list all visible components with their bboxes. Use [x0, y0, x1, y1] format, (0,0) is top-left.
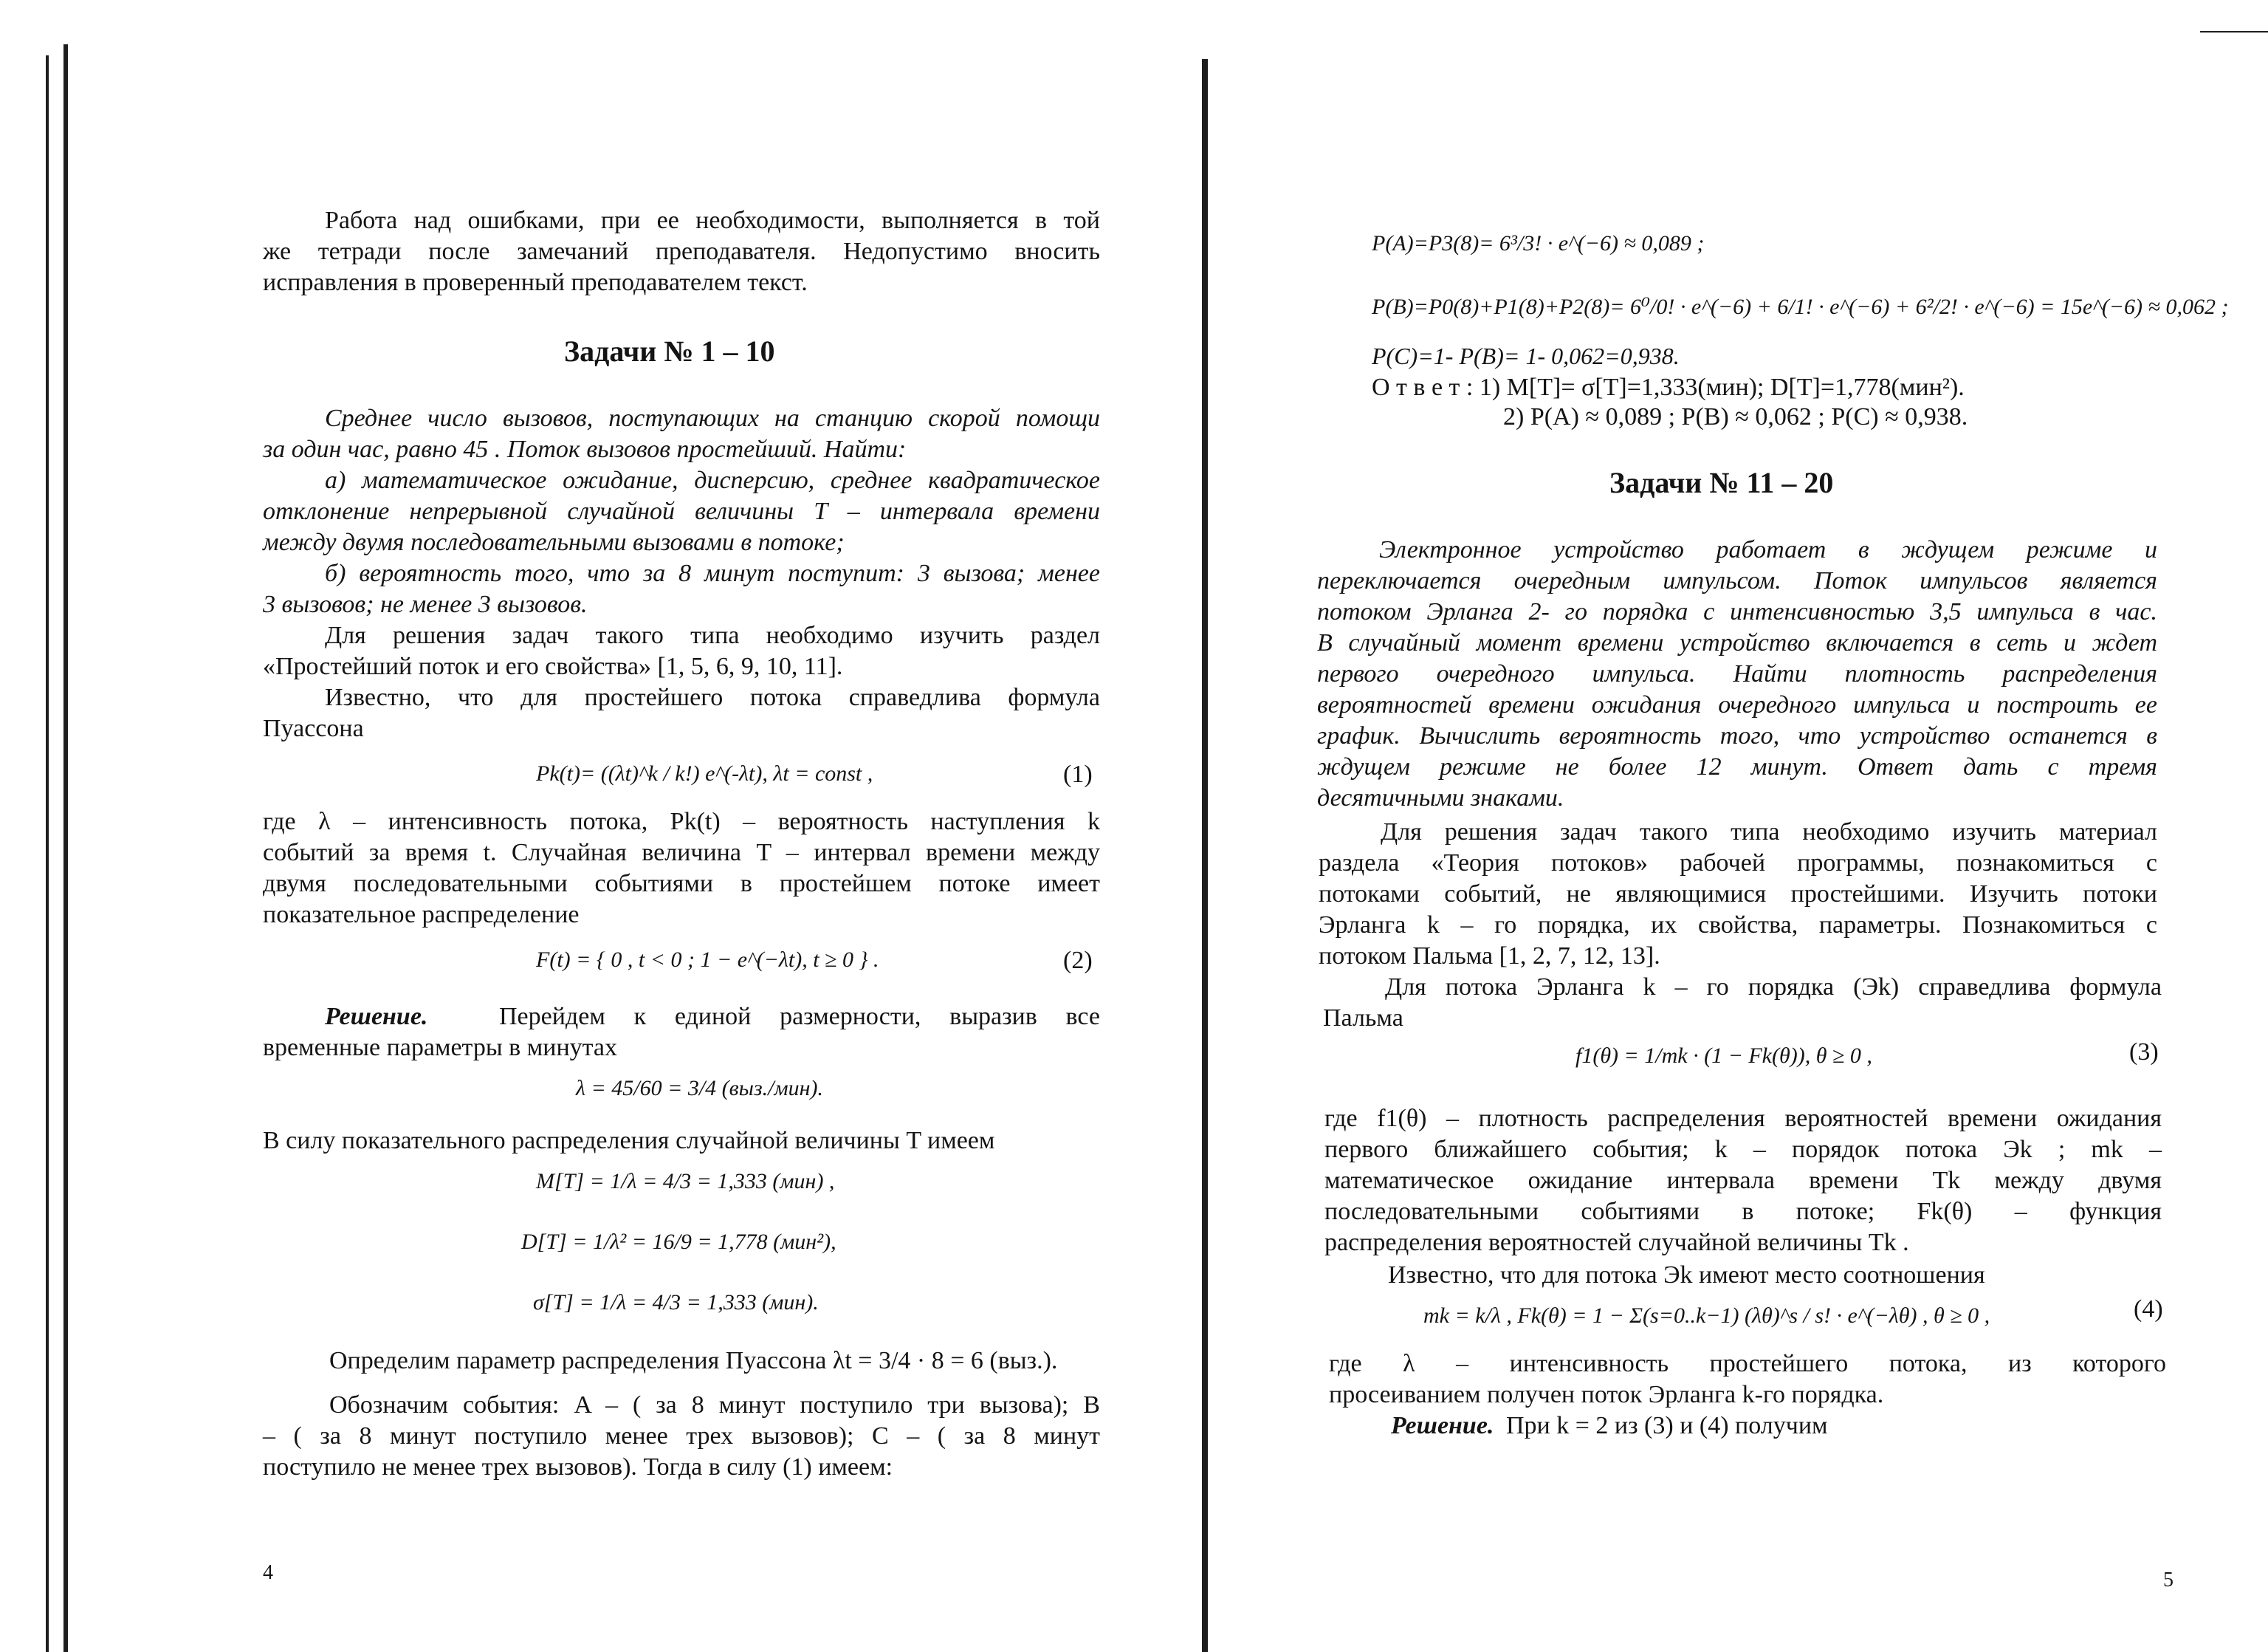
exponential-line: В силу показательного распределения случайной величины T имеем	[263, 1127, 995, 1154]
where-line: математическое ожидание интервала времени Tk между двумя	[1324, 1167, 2162, 1194]
problem-line: переключается очередным импульсом. Поток импульсов является	[1317, 567, 2157, 594]
solution-line: Перейдем к единой размерности, выразив все	[499, 1003, 1100, 1030]
answer-line: 2) P(A) ≈ 0,089 ; P(B) ≈ 0,062 ; P(C) ≈ 0,938.	[1503, 403, 1968, 431]
problem-line: первого очередного импульса. Найти плотность распределения	[1317, 660, 2157, 688]
problem-line: а) математическое ожидание, дисперсию, среднее квадратическое	[325, 467, 1100, 494]
formula-pa: P(A)=P3(8)= 6³/3! · e^(−6) ≈ 0,089 ;	[1372, 231, 1705, 256]
problem-line: вероятностей времени ожидания очередного импульса и построить ее	[1317, 691, 2157, 719]
answer-line: О т в е т : 1) M[T]= σ[T]=1,333(мин); D[T]=1,778(мин²).	[1372, 374, 1965, 401]
formula-erlang: mk = k/λ , Fk(θ) = 1 − Σ(s=0..k−1) (λθ)^s / s! · e^(−λθ) , θ ≥ 0 ,	[1423, 1303, 1990, 1328]
where-line: последовательными событиями в потоке; Fk(θ) – функция	[1324, 1198, 2162, 1225]
problem-line: ждущем режиме не более 12 минут. Ответ дать с тремя	[1317, 753, 2157, 781]
formula-palma: f1(θ) = 1/mk · (1 − Fk(θ)), θ ≥ 0 ,	[1575, 1043, 1872, 1068]
study-line: потоками событий, не являющимися простейшими. Изучить потоки	[1319, 880, 2157, 908]
solution-label: Решение.	[1391, 1412, 1494, 1439]
right-page	[1181, 0, 2268, 1652]
problem-line: 3 вызовов; не менее 3 вызовов.	[263, 591, 588, 618]
study-line: Для решения задач такого типа необходимо изучить материал	[1381, 818, 2157, 846]
palma-line: Пальма	[1323, 1004, 1403, 1032]
problem-line: В случайный момент времени устройство включается в сеть и ждет	[1317, 629, 2157, 657]
intro-line: исправления в проверенный преподавателем текст.	[263, 269, 808, 296]
problem-line: б) вероятность того, что за 8 минут поступит: 3 вызова; менее	[325, 560, 1100, 587]
formula-number: (4)	[2134, 1295, 2163, 1323]
problem-line: между двумя последовательными вызовами в потоке;	[263, 529, 845, 556]
study-line: Известно, что для простейшего потока справедлива формула	[325, 684, 1100, 711]
problem-line: отклонение непрерывной случайной величины T – интервала времени	[263, 498, 1100, 525]
formula-pb: P(B)=P0(8)+P1(8)+P2(8)= 6⁰/0! · e^(−6) + 6/1! · e^(−6) + 6²/2! · e^(−6) = 15e^(−6) ≈ 0,062 ;	[1372, 295, 2229, 319]
formula-distribution: F(t) = { 0 , t < 0 ; 1 − e^(−λt), t ≥ 0 } .	[536, 947, 879, 972]
study-line: Пуассона	[263, 715, 364, 742]
formula-number: (3)	[2129, 1038, 2159, 1066]
solution-line: При k = 2 из (3) и (4) получим	[1506, 1412, 1828, 1439]
where-line: событий за время t. Случайная величина T – интервал времени между	[263, 839, 1100, 866]
section-heading: Задачи № 11 – 20	[1609, 466, 1834, 499]
formula-expectation: M[T] = 1/λ = 4/3 = 1,333 (мин) ,	[536, 1169, 835, 1193]
where-line: где λ – интенсивность простейшего потока, из которого	[1329, 1350, 2166, 1377]
solution-line: временные параметры в минутах	[263, 1034, 618, 1061]
known-line: Известно, что для потока Эk имеют место соотношения	[1388, 1261, 1985, 1289]
formula-poisson: Pk(t)= ((λt)^k / k!) e^(-λt), λt = const ,	[536, 761, 873, 786]
problem-line: десятичными знаками.	[1317, 784, 1564, 812]
events-line: Обозначим события: A – ( за 8 минут поступило три вызова); B	[329, 1391, 1100, 1419]
intro-line: Работа над ошибками, при ее необходимости, выполняется в той	[325, 207, 1100, 234]
binding-shadow	[46, 55, 49, 1652]
problem-line: потоком Эрланга 2- го порядка с интенсивностью 3,5 импульса в час.	[1317, 598, 2157, 626]
study-line: потоком Пальма [1, 2, 7, 12, 13].	[1319, 942, 1660, 970]
page-corner-mark	[2200, 31, 2268, 32]
where-line: распределения вероятностей случайной величины Tk .	[1324, 1229, 1909, 1256]
problem-line: Среднее число вызовов, поступающих на станцию скорой помощи	[325, 405, 1100, 432]
problem-line: Электронное устройство работает в ждущем режиме и	[1379, 536, 2157, 563]
section-heading: Задачи № 1 – 10	[564, 335, 775, 368]
study-line: Для решения задач такого типа необходимо изучить раздел	[325, 622, 1100, 649]
where-line: первого ближайшего события; k – порядок потока Эk ; mk –	[1324, 1136, 2162, 1163]
problem-line: график. Вычислить вероятность того, что устройство останется в	[1317, 722, 2157, 750]
palma-line: Для потока Эрланга k – го порядка (Эk) справедлива формула	[1385, 973, 2162, 1001]
page-number: 4	[263, 1561, 273, 1584]
where-line: показательное распределение	[263, 901, 580, 928]
problem-line: за один час, равно 45 . Поток вызовов простейший. Найти:	[263, 436, 907, 463]
study-line: «Простейший поток и его свойства» [1, 5, 6, 9, 10, 11].	[263, 653, 843, 680]
events-line: – ( за 8 минут поступило менее трех вызовов); C – ( за 8 минут	[263, 1422, 1100, 1450]
study-line: Эрланга k – го порядка, их свойства, параметры. Познакомиться с	[1319, 911, 2157, 939]
formula-number: (1)	[1063, 761, 1093, 788]
poisson-parameter-line: Определим параметр распределения Пуассона λt = 3/4 · 8 = 6 (выз.).	[329, 1347, 1058, 1374]
binding-shadow	[63, 44, 68, 1652]
formula-pc: P(C)=1- P(B)= 1- 0,062=0,938.	[1372, 343, 1680, 369]
page-number: 5	[2163, 1569, 2174, 1591]
where-line: где λ – интенсивность потока, Pk(t) – вероятность наступления k	[263, 808, 1100, 835]
study-line: раздела «Теория потоков» рабочей программы, познакомиться с	[1319, 849, 2157, 877]
solution-label: Решение.	[325, 1003, 428, 1030]
events-line: поступило не менее трех вызовов). Тогда в силу (1) имеем:	[263, 1453, 893, 1481]
formula-variance: D[T] = 1/λ² = 16/9 = 1,778 (мин²),	[521, 1230, 836, 1254]
where-line: просеиванием получен поток Эрланга k-го порядка.	[1329, 1381, 1884, 1408]
formula-lambda: λ = 45/60 = 3/4 (выз./мин).	[576, 1076, 824, 1100]
where-line: где f1(θ) – плотность распределения вероятностей времени ожидания	[1324, 1105, 2162, 1132]
formula-number: (2)	[1063, 947, 1093, 974]
formula-deviation: σ[T] = 1/λ = 4/3 = 1,333 (мин).	[533, 1290, 819, 1315]
where-line: двумя последовательными событиями в простейшем потоке имеет	[263, 870, 1100, 897]
intro-line: же тетради после замечаний преподавателя. Недопустимо вносить	[263, 238, 1100, 265]
